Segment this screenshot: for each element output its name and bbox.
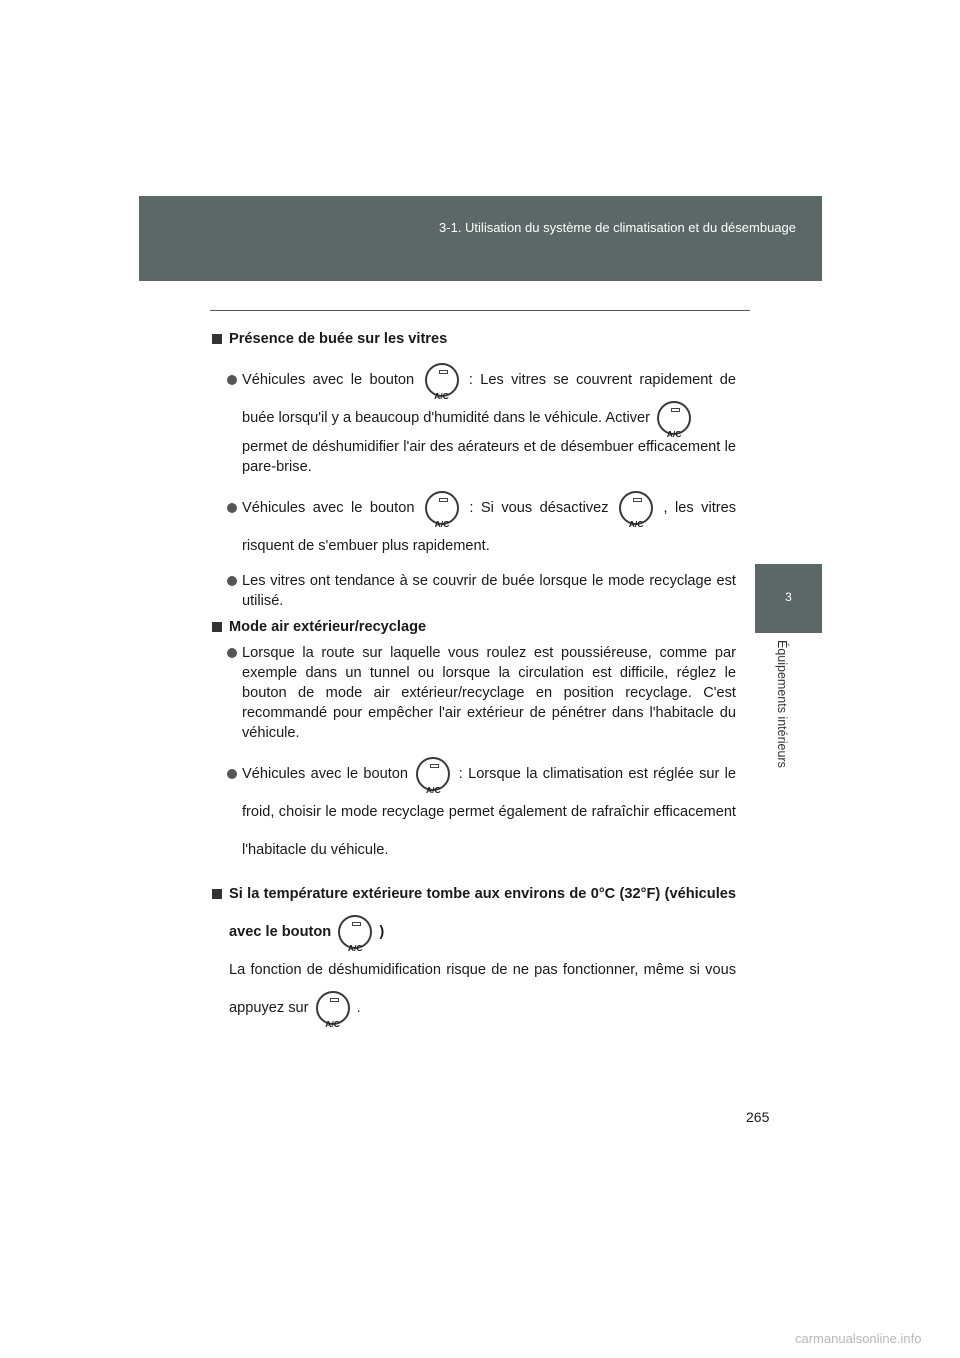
ac-button-icon: A/C bbox=[425, 363, 459, 397]
list-item: Véhicules avec le bouton A/C : Les vitres se couvrent rapidement de buée lorsqu'il y a beaucoup d'humidité dans le véhicule. Activer A/C permet de déshumidifier l'air des aérateurs et de désembuer efficacement le pare-brise. bbox=[212, 361, 736, 477]
chapter-number: 3 bbox=[785, 590, 792, 604]
ac-button-icon: A/C bbox=[657, 401, 691, 435]
bullet-icon bbox=[227, 375, 237, 385]
list-item: Véhicules avec le bouton A/C : Lorsque la climatisation est réglée sur le froid, choisir le mode recyclage permet également de rafraîchir efficacement l'habitacle du véhicule. bbox=[212, 755, 736, 869]
ac-button-icon: A/C bbox=[316, 991, 350, 1025]
square-bullet-icon bbox=[212, 889, 222, 899]
list-item: Lorsque la route sur laquelle vous roulez est poussiéreuse, comme par exemple dans un tunnel ou lorsque la circulation est difficile, réglez le bouton de mode air extérieur/recyclage en position recyclage. C'est recommandé pour empêcher l'air extérieur de pénétrer dans l'habitacle du véhicule. bbox=[212, 643, 736, 743]
section-heading-buee: Présence de buée sur les vitres bbox=[212, 329, 736, 349]
section-title: 3-1. Utilisation du système de climatisation et du désembuage bbox=[439, 220, 796, 235]
chapter-label: Équipements intérieurs bbox=[775, 640, 789, 768]
header-bar bbox=[139, 196, 822, 281]
bullet-icon bbox=[227, 503, 237, 513]
square-bullet-icon bbox=[212, 334, 222, 344]
top-divider bbox=[210, 310, 750, 311]
chapter-tab bbox=[755, 564, 822, 633]
square-bullet-icon bbox=[212, 622, 222, 632]
watermark: carmanualsonline.info bbox=[795, 1331, 922, 1346]
ac-button-icon: A/C bbox=[338, 915, 372, 949]
list-item: Les vitres ont tendance à se couvrir de buée lorsque le mode recyclage est utilisé. bbox=[212, 571, 736, 611]
ac-button-icon: A/C bbox=[425, 491, 459, 525]
page-number: 265 bbox=[746, 1109, 770, 1125]
page-content bbox=[212, 329, 737, 1030]
section-heading-temp: Si la température extérieure tombe aux environs de 0°C (32°F) (véhicules avec le bouton A/C ) bbox=[212, 875, 736, 951]
bullet-icon bbox=[227, 769, 237, 779]
bullet-icon bbox=[227, 576, 237, 586]
paragraph: La fonction de déshumidification risque de ne pas fonctionner, même si vous appuyez sur A/C . bbox=[229, 962, 736, 1030]
ac-button-icon: A/C bbox=[619, 491, 653, 525]
bullet-icon bbox=[227, 648, 237, 658]
list-item: Véhicules avec le bouton A/C : Si vous désactivez A/C , les vitres risquent de s'embuer plus rapidement. bbox=[212, 489, 736, 565]
section-heading-mode: Mode air extérieur/recyclage bbox=[212, 617, 736, 637]
ac-button-icon: A/C bbox=[416, 757, 450, 791]
